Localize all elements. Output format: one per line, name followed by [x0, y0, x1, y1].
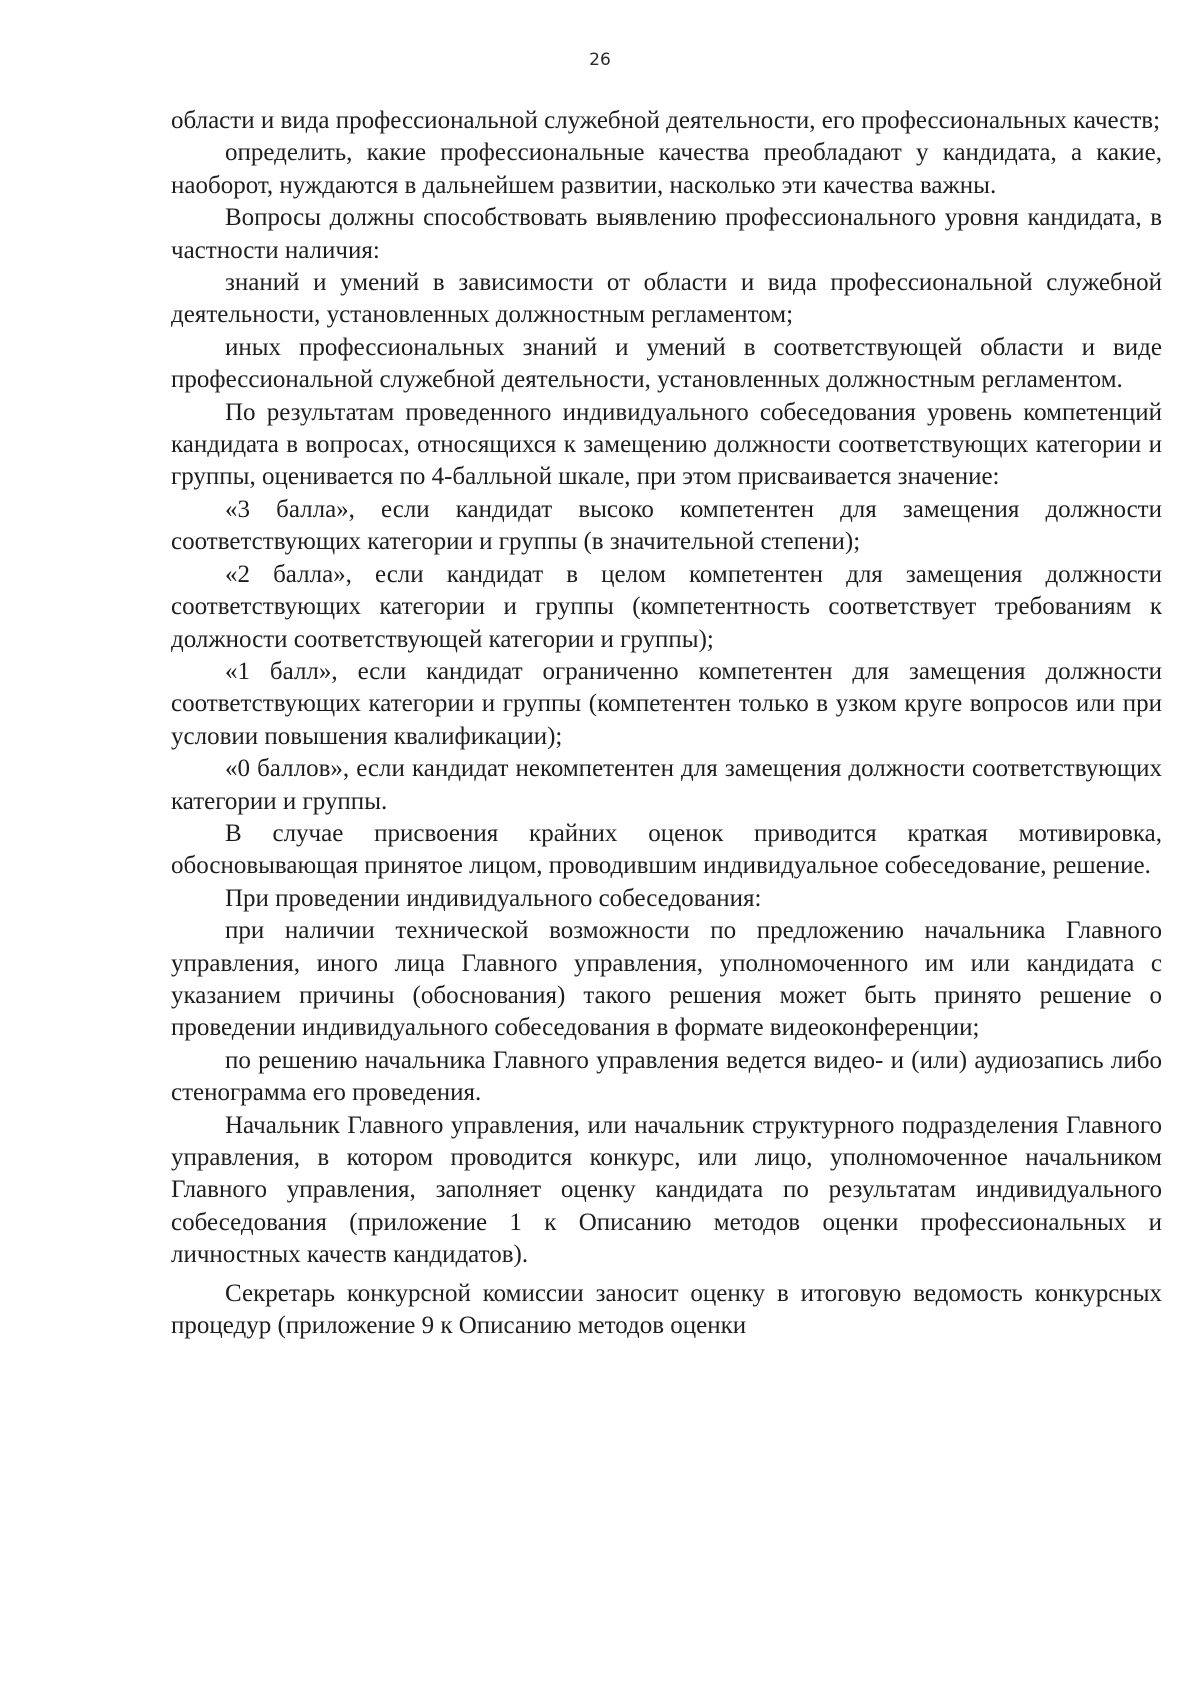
paragraph: В случае присвоения крайних оценок приводится краткая мотивировка, обосновывающая принятое лицом, проводившим индивидуальное собеседование, решение. [171, 819, 1162, 880]
paragraph: По результатам проведенного индивидуального собеседования уровень компетенций кандидата в вопросах, относящихся к замещению должности соответствующих категории и группы, оценивается по 4-балльной шкале, при этом присваивается значение: [171, 398, 1162, 491]
page-number: 26 [589, 50, 611, 70]
paragraph: по решению начальника Главного управления ведется видео- и (или) аудиозапись либо стенограмма его проведения. [171, 1046, 1162, 1107]
paragraph: «2 балла», если кандидат в целом компетентен для замещения должности соответствующих категории и группы (компетентность соответствует требованиям к должности соответствующей категории и группы); [171, 560, 1162, 653]
paragraph: знаний и умений в зависимости от области и вида профессиональной служебной деятельности, установленных должностным регламентом; [171, 269, 1162, 329]
paragraph: Вопросы должны способствовать выявлению профессионального уровня кандидата, в частности наличия: [171, 204, 1162, 264]
paragraph: «1 балл», если кандидат ограниченно компетентен для замещения должности соответствующих категории и группы (компетентен только в узком круге вопросов или при условии повышения квалификации); [171, 657, 1162, 750]
paragraph: при наличии технической возможности по предложению начальника Главного управления, иного лица Главного управления, уполномоченного им или кандидата с указанием причины (обоснования) такого решения может быть принято решение о проведении индивидуального собеседования в формате видеоконференции; [171, 917, 1162, 1042]
paragraph: При проведении индивидуального собеседования: [225, 884, 762, 912]
paragraph: «0 баллов», если кандидат некомпетентен для замещения должности соответствующих категории и группы. [171, 755, 1162, 815]
paragraph: иных профессиональных знаний и умений в соответствующей области и виде профессиональной служебной деятельности, установленных должностным регламентом. [171, 333, 1162, 394]
paragraph: области и вида профессиональной служебной деятельности, его профессиональных качеств; [171, 107, 1161, 134]
paragraph: определить, какие профессиональные качества преобладают у кандидата, а какие, наоборот, нуждаются в дальнейшем развитии, насколько эти качества важны. [171, 139, 1162, 199]
paragraph: Начальник Главного управления, или начальник структурного подразделения Главного управления, в котором проводится конкурс, или лицо, уполномоченное начальником Главного управления, заполняет оценку кандидата по результатам индивидуального собеседования (приложение 1 к Описанию методов оценки профессиональных и личностных качеств кандидатов). [171, 1111, 1162, 1269]
paragraph: «3 балла», если кандидат высоко компетентен для замещения должности соответствующих категории и группы (в значительной степени); [171, 495, 1162, 556]
paragraph: Секретарь конкурсной комиссии заносит оценку в итоговую ведомость конкурсных процедур (приложение 9 к Описанию методов оценки [171, 1279, 1162, 1340]
document-body [171, 105, 1162, 1342]
